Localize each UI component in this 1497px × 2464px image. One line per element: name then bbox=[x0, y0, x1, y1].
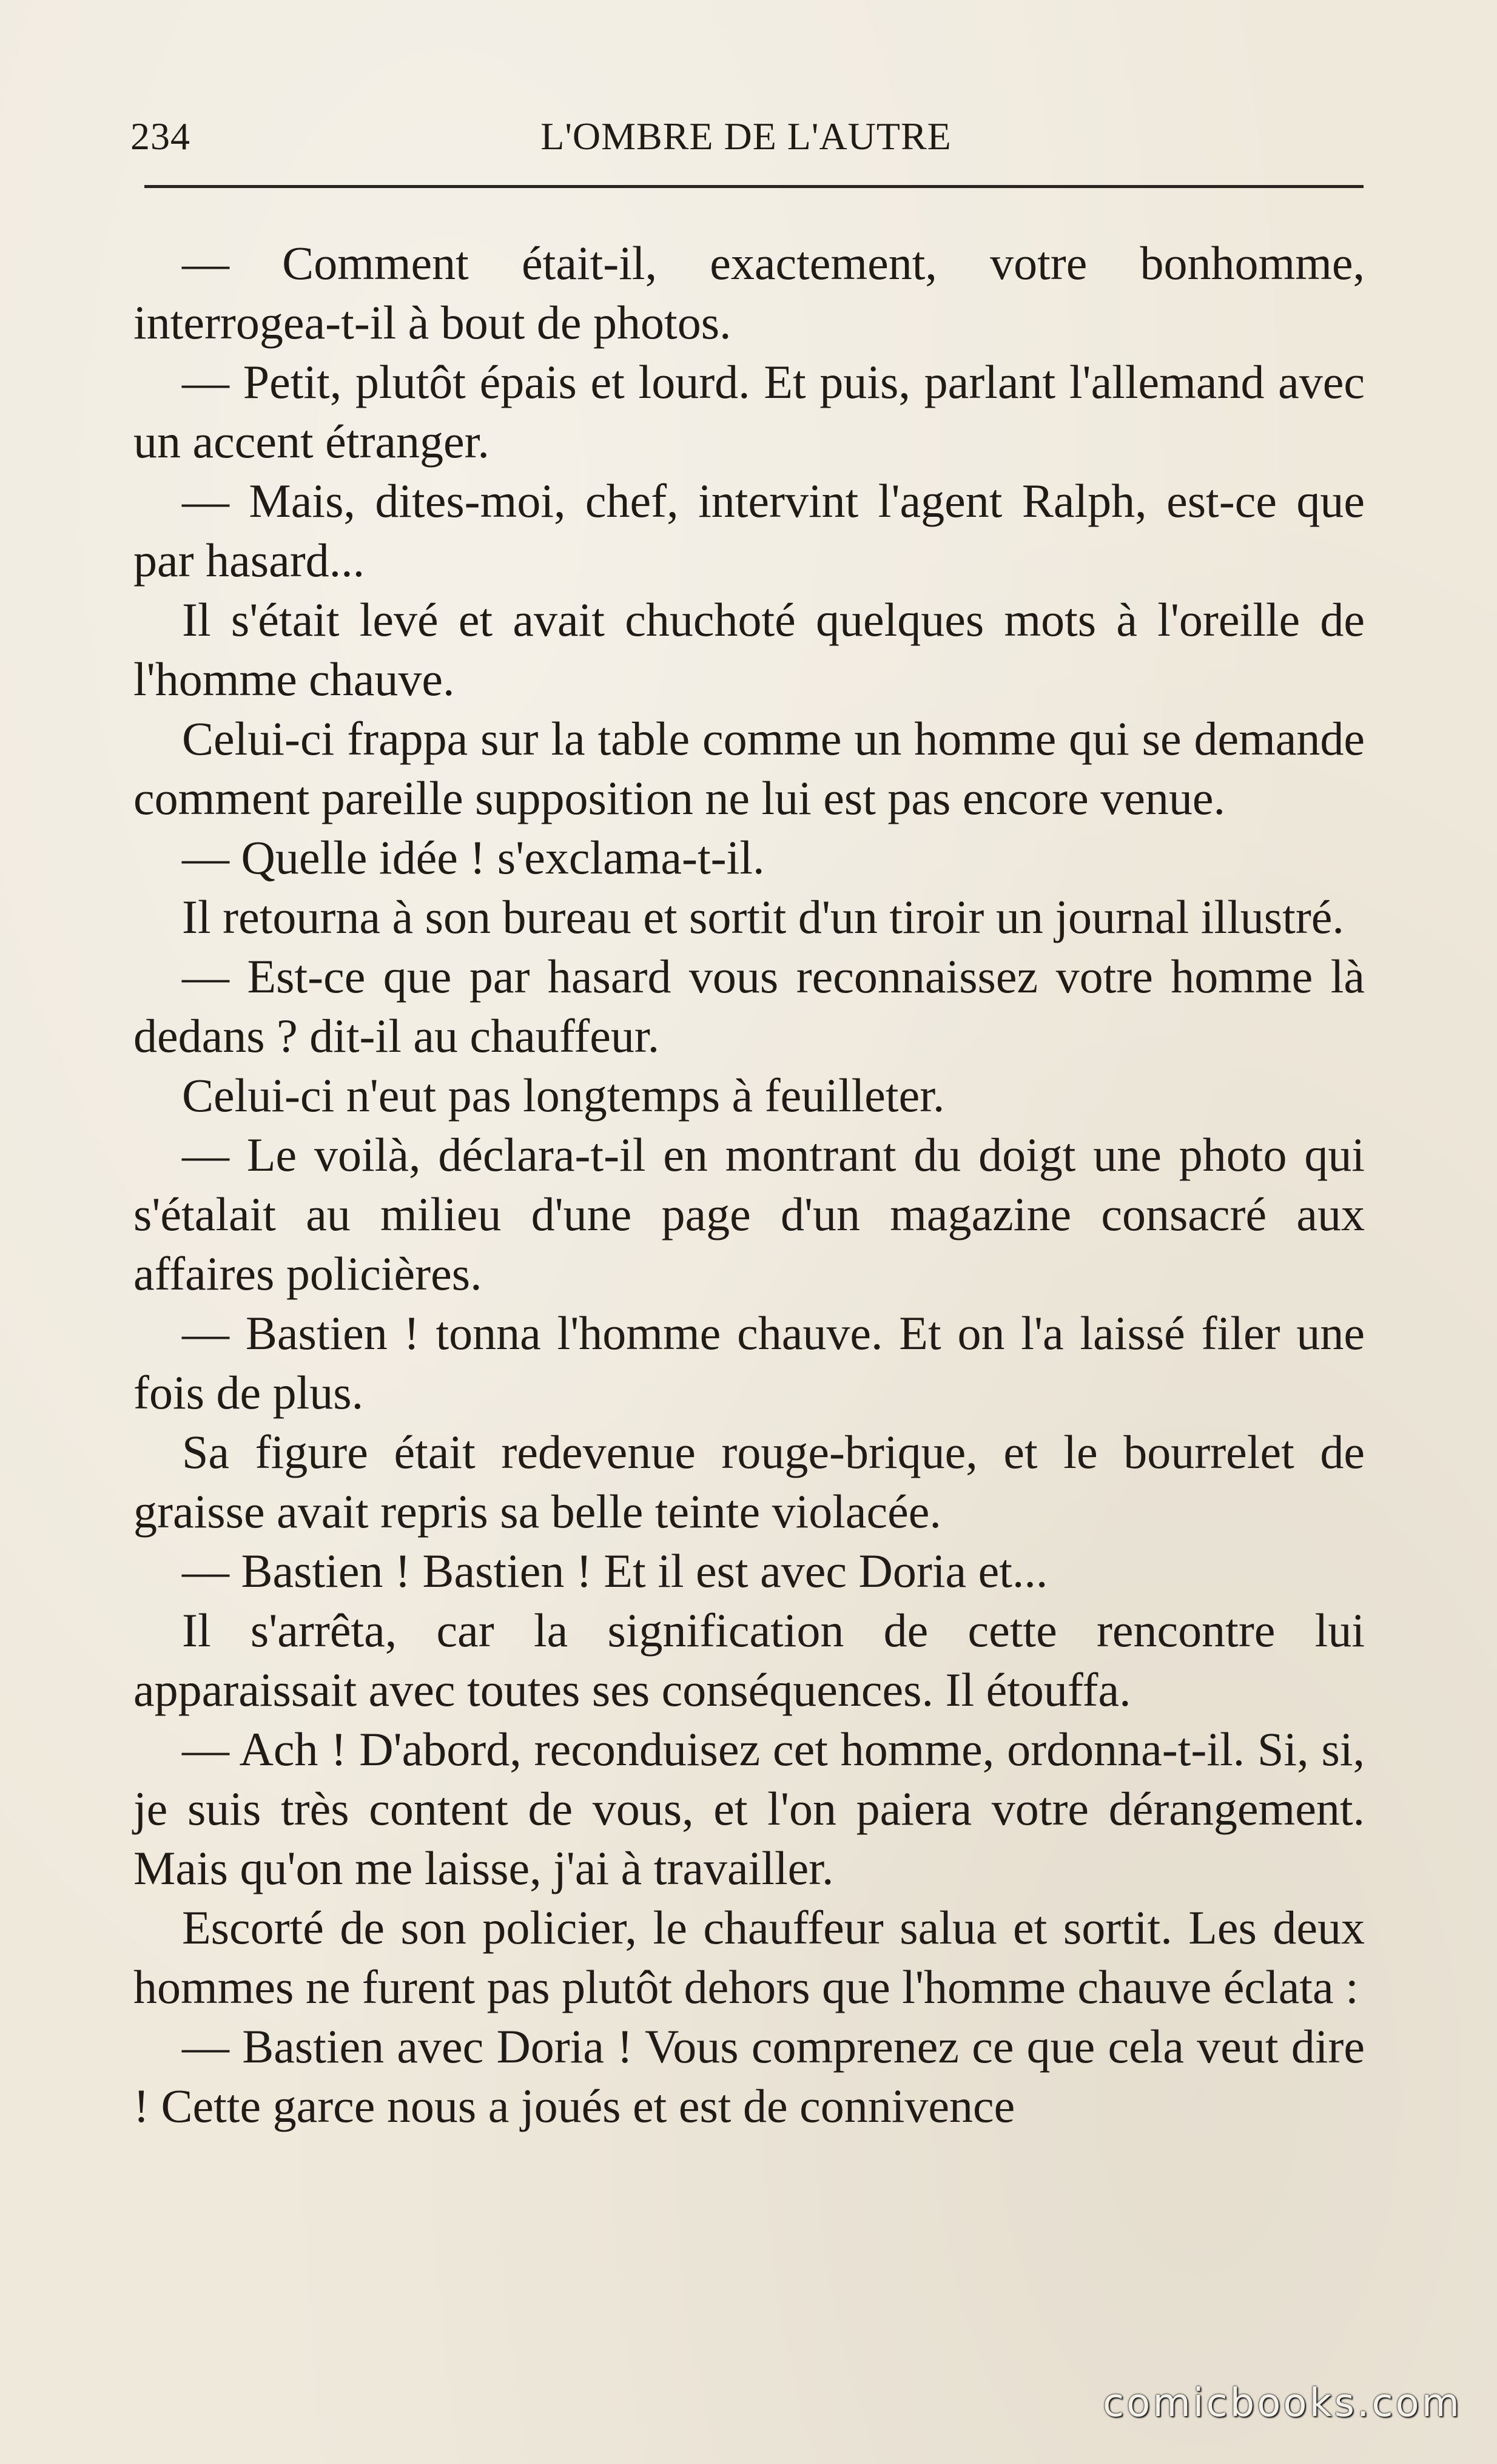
paragraph: Il retourna à son bureau et sortit d'un tiroir un journal illustré. bbox=[182, 890, 1344, 943]
page-header bbox=[130, 106, 1362, 167]
paragraph: — Bastien ! Bastien ! Et il est avec Doria et... bbox=[182, 1544, 1048, 1597]
paragraph: — Bastien ! tonna l'homme chauve. Et on l'a laissé filer une fois de plus. bbox=[133, 1307, 1365, 1419]
running-title: L'OMBRE DE L'AUTRE bbox=[540, 115, 952, 158]
paragraph: Celui-ci n'eut pas longtemps à feuilleter. bbox=[182, 1069, 945, 1122]
paragraph: — Quelle idée ! s'exclama-t-il. bbox=[182, 831, 765, 884]
watermark: comicbooks.com bbox=[1102, 2381, 1462, 2426]
paragraph: — Ach ! D'abord, reconduisez cet homme, ordonna-t-il. Si, si, je suis très content de vous, et l'on paiera votre dérangement. Mais qu'on me laisse, j'ai à travailler. bbox=[133, 1723, 1365, 1894]
paragraph: Il s'arrêta, car la signification de cette rencontre lui apparaissait avec toutes ses conséquences. Il étouffa. bbox=[133, 1604, 1365, 1716]
paragraph: Il s'était levé et avait chuchoté quelques mots à l'oreille de l'homme chauve. bbox=[133, 593, 1365, 705]
body-text bbox=[133, 234, 1365, 2136]
paragraph: Escorté de son policier, le chauffeur salua et sortit. Les deux hommes ne furent pas plutôt dehors que l'homme chauve éclata : bbox=[133, 1901, 1365, 2013]
paragraph: — Le voilà, déclara-t-il en montrant du doigt une photo qui s'étalait au milieu d'une page d'un magazine consacré aux affaires policières. bbox=[133, 1128, 1365, 1300]
paragraph: — Comment était-il, exactement, votre bonhomme, interrogea-t-il à bout de photos. bbox=[133, 237, 1365, 349]
header-rule bbox=[144, 185, 1364, 188]
paragraph: — Est-ce que par hasard vous reconnaissez votre homme là dedans ? dit-il au chauffeur. bbox=[133, 950, 1365, 1062]
page-number: 234 bbox=[130, 115, 190, 158]
paragraph: Sa figure était redevenue rouge-brique, et le bourrelet de graisse avait repris sa belle teinte violacée. bbox=[133, 1426, 1365, 1538]
paragraph: — Mais, dites-moi, chef, intervint l'agent Ralph, est-ce que par hasard... bbox=[133, 474, 1365, 587]
paragraph: Celui-ci frappa sur la table comme un homme qui se demande comment pareille supposition ne lui est pas encore venue. bbox=[133, 712, 1365, 824]
paragraph: — Petit, plutôt épais et lourd. Et puis, parlant l'allemand avec un accent étranger. bbox=[133, 355, 1365, 468]
paragraph: — Bastien avec Doria ! Vous comprenez ce que cela veut dire ! Cette garce nous a joués et est de connivence bbox=[133, 2020, 1365, 2132]
